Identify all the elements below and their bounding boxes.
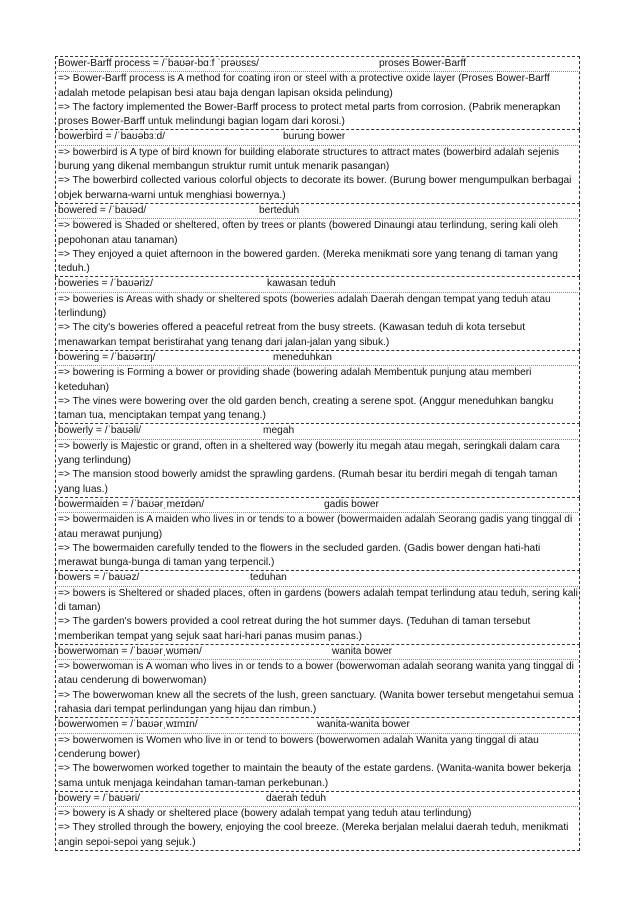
entry-definition: => bowers is Sheltered or shaded places, often in gardens (bowers adalah tempat terlindung atau teduh, sering kali di taman) (57, 586, 578, 616)
entry-example: => The mansion stood bowerly amidst the sprawling gardens. (Rumah besar itu berdiri megah di tengah taman yang luas.) (58, 469, 558, 495)
entry-translation: teduhan (250, 572, 287, 584)
entry-headword: bowery = /ˈbaʊəri/ (58, 792, 140, 804)
entry-definition: => bowerbird is A type of bird known for building elaborate structures to attract mates (bowerbird adalah sejenis burung yang dikenal membangun struktur rumit untuk menarik pasangan) (57, 145, 578, 175)
entry-header (57, 792, 578, 806)
entry-example: => The bowerwoman knew all the secrets of the lush, green sanctuary. (Wanita bower tersebut mengetahui semua rahasia dari tempat perlindungan yang hijau dan rimbun.) (58, 689, 574, 716)
entry-example: => The vines were bowering over the old garden bench, creating a serene spot. (Anggur meneduhkan bangku taman tua, menciptakan tempat yang tenang.) (58, 395, 554, 422)
entry-definition: => bowerwoman is A woman who lives in or tends to a bower (bowerwoman adalah seorang wanita yang tinggal di atau cenderung di bowerwoman) (57, 659, 578, 689)
entry-headword: bowers = /ˈbaʊəz/ (58, 572, 140, 584)
dictionary-entry (55, 351, 580, 424)
entry-translation: daerah teduh (266, 792, 327, 804)
entry-example: => The bowerwomen worked together to maintain the beauty of the estate gardens. (Wanita-wanita bower bekerja sama untuk menjaga keindahan taman-taman perkebunan.) (58, 763, 572, 789)
entry-definition: => boweries is Areas with shady or sheltered spots (boweries adalah Daerah dengan tempat yang teduh atau terlindung) (57, 292, 578, 322)
dictionary-entry (55, 718, 580, 791)
entry-header (57, 498, 578, 512)
entry-translation: wanita-wanita bower (317, 719, 410, 731)
entry-header (57, 645, 578, 659)
entry-translation: berteduh (259, 204, 300, 216)
entry-headword: bowering = /ˈbaʊərɪŋ/ (58, 351, 156, 363)
entry-example: => The factory implemented the Bower-Barff process to protect metal parts from corrosion. (Pabrik menerapkan proses Bower-Barff untuk melindungi bagian logam dari korosi.) (58, 101, 561, 128)
entry-headword: bowerbird = /ˈbaʊəbɜːd/ (58, 131, 166, 143)
dictionary-entry (55, 130, 580, 203)
entry-header (57, 204, 578, 218)
entry-example: => The bowerbird collected various colorful objects to decorate its bower. (Burung bower mengumpulkan berbagai objek berwarna-warni untuk menghiasi bowernya.) (58, 175, 572, 201)
entry-definition: => Bower-Barff process is A method for coating iron or steel with a protective oxide layer (Proses Bower-Barff adalah metode pelapisan besi atau baja dengan lapisan oksida pelindung) (57, 71, 578, 101)
dictionary-entry (55, 204, 580, 277)
entry-headword: bowermaiden = /ˈbaʊərˌmeɪdən/ (58, 498, 205, 510)
entry-header (57, 277, 578, 291)
entry-header (57, 351, 578, 365)
dictionary-entry (55, 56, 580, 130)
entry-header (57, 130, 578, 144)
entry-header (57, 424, 578, 438)
entry-example: => The garden's bowers provided a cool retreat during the hot summer days. (Teduhan di taman tersebut memberikan tempat yang sejuk saat hari-hari panas musim panas.) (58, 616, 531, 642)
entry-translation: megah (263, 425, 295, 437)
entry-headword: Bower-Barff process = /ˈbaʊər-bɑːf ˈprəʊsɛs/ (58, 58, 259, 69)
entry-headword: bowerwoman = /ˈbaʊərˌwʊmən/ (58, 645, 202, 657)
entry-definition: => bowered is Shaded or sheltered, often by trees or plants (bowered Dinaungi atau terlindung, sering kali oleh pepohonan atau tanaman) (57, 218, 578, 248)
dictionary-entry (55, 571, 580, 644)
entry-example: => They strolled through the bowery, enjoying the cool breeze. (Mereka berjalan melalui daerah teduh, menikmati angin sepoi-sepoi yang sejuk.) (58, 822, 569, 848)
entry-translation: meneduhkan (273, 351, 332, 363)
entry-definition: => bowerwomen is Women who live in or tend to bowers (bowerwomen adalah Wanita yang tinggal di atau cenderung bower) (57, 733, 578, 763)
dictionary-entry (55, 645, 580, 718)
entry-header (57, 57, 578, 71)
entry-definition: => bowery is A shady or sheltered place (bowery adalah tempat yang teduh atau terlindung) (57, 806, 578, 821)
entry-example: => The city's boweries offered a peaceful retreat from the busy streets. (Kawasan teduh di kota tersebut menawarkan tempat beristirahat yang tenang dari jalan-jalan yang sibuk.) (58, 322, 526, 348)
entry-definition: => bowermaiden is A maiden who lives in or tends to a bower (bowermaiden adalah Seorang gadis yang tinggal di atau merawat punjung) (57, 512, 578, 542)
entry-translation: proses Bower-Barff (379, 58, 467, 69)
entry-headword: bowerly = /ˈbaʊəli/ (58, 425, 142, 437)
entry-definition: => bowering is Forming a bower or providing shade (bowering adalah Membentuk punjung atau memberi keteduhan) (57, 365, 578, 395)
entry-example: => The bowermaiden carefully tended to the flowers in the secluded garden. (Gadis bower dengan hati-hati merawat bunga-bunga di taman yang terpencil.) (58, 542, 541, 569)
dictionary-page (55, 56, 580, 851)
entry-header (57, 718, 578, 732)
dictionary-entry (55, 424, 580, 497)
entry-translation: kawasan teduh (267, 278, 336, 290)
entry-headword: bowerwomen = /ˈbaʊərˌwɪmɪn/ (58, 719, 198, 731)
entry-headword: boweries = /ˈbaʊəriz/ (58, 278, 153, 290)
entry-example: => They enjoyed a quiet afternoon in the bowered garden. (Mereka menikmati sore yang tenang di taman yang teduh.) (58, 248, 558, 275)
dictionary-entry (55, 792, 580, 851)
dictionary-entry (55, 277, 580, 350)
entry-translation: gadis bower (324, 498, 379, 510)
dictionary-entry (55, 498, 580, 571)
entry-translation: wanita bower (332, 645, 393, 657)
entry-headword: bowered = /ˈbaʊəd/ (58, 204, 147, 216)
entry-header (57, 571, 578, 585)
entry-definition: => bowerly is Majestic or grand, often in a sheltered way (bowerly itu megah atau megah, seringkali dalam cara yang terlindung) (57, 439, 578, 469)
entry-translation: burung bower (283, 131, 346, 143)
